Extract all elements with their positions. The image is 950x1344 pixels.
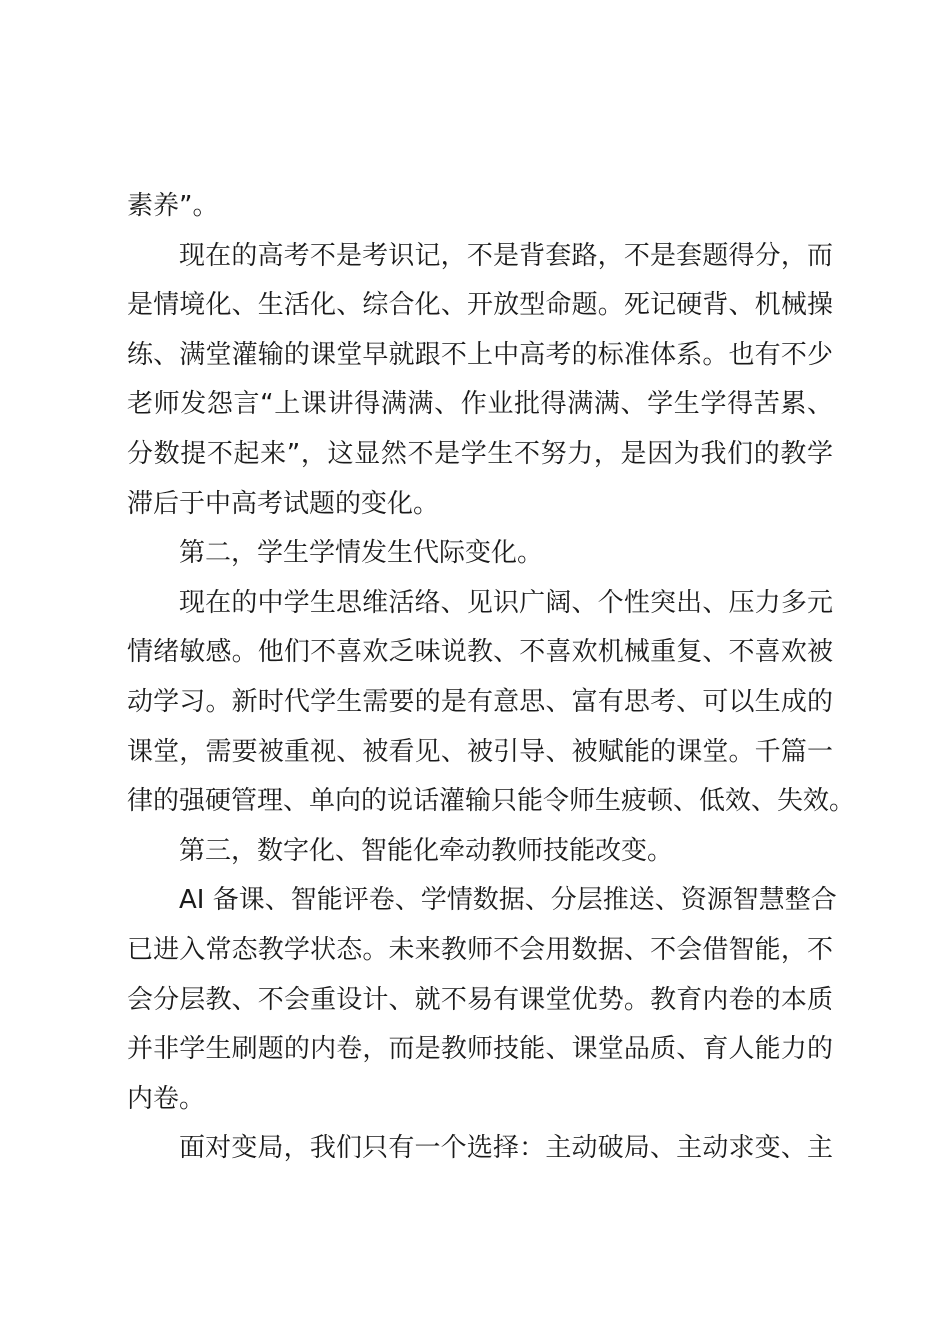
text-line: 情绪敏感。他们不喜欢乏味说教、不喜欢机械重复、不喜欢被 (127, 637, 833, 668)
text-line: 滞后于中高考试题的变化。 (127, 488, 440, 519)
text-line: 动学习。新时代学生需要的是有意思、富有思考、可以生成的 (127, 686, 833, 717)
paragraph (127, 579, 856, 827)
text-line: 是情境化、生活化、综合化、开放型命题。死记硬背、机械操 (127, 290, 833, 321)
text-line: 练、满堂灌输的课堂早就跟不上中高考的标准体系。也有不少 (127, 339, 833, 370)
paragraph (127, 876, 837, 1124)
section-heading: 第二，学生学情发生代际变化。 (179, 538, 544, 569)
text-line: 面对变局，我们只有一个选择：主动破局、主动求变、主 (179, 1133, 833, 1164)
text-line: 老师发怨言“上课讲得满满、作业批得满满、学生学得苦累、 (127, 389, 833, 420)
paragraph (127, 182, 833, 232)
text-line: 会分层教、不会重设计、就不易有课堂优势。教育内卷的本质 (127, 984, 833, 1015)
text-line: 现在的高考不是考识记，不是背套路，不是套题得分，而 (179, 240, 833, 271)
text-line: 已进入常态教学状态。未来教师不会用数据、不会借智能，不 (127, 934, 833, 965)
text-line: 内卷。 (127, 1083, 206, 1114)
text-line: 素养”。 (127, 191, 219, 221)
paragraph (127, 1124, 833, 1174)
text-line: AI 备课、智能评卷、学情数据、分层推送、资源智慧整合 (179, 885, 837, 916)
text-line: 并非学生刷题的内卷，而是教师技能、课堂品质、育人能力的 (127, 1034, 833, 1065)
paragraph (127, 232, 833, 530)
body-text (127, 182, 856, 1174)
paragraph (127, 827, 833, 877)
section-heading: 第三，数字化、智能化牵动教师技能改变。 (179, 835, 674, 866)
text-line: 现在的中学生思维活络、见识广阔、个性突出、压力多元 (179, 587, 833, 618)
text-line: 律的强硬管理、单向的说话灌输只能令师生疲顿、低效、失效。 (127, 786, 856, 817)
text-line: 课堂，需要被重视、被看见、被引导、被赋能的课堂。千篇一 (127, 736, 833, 767)
paragraph (127, 529, 833, 579)
text-line: 分数提不起来”，这显然不是学生不努力，是因为我们的教学 (127, 438, 833, 469)
